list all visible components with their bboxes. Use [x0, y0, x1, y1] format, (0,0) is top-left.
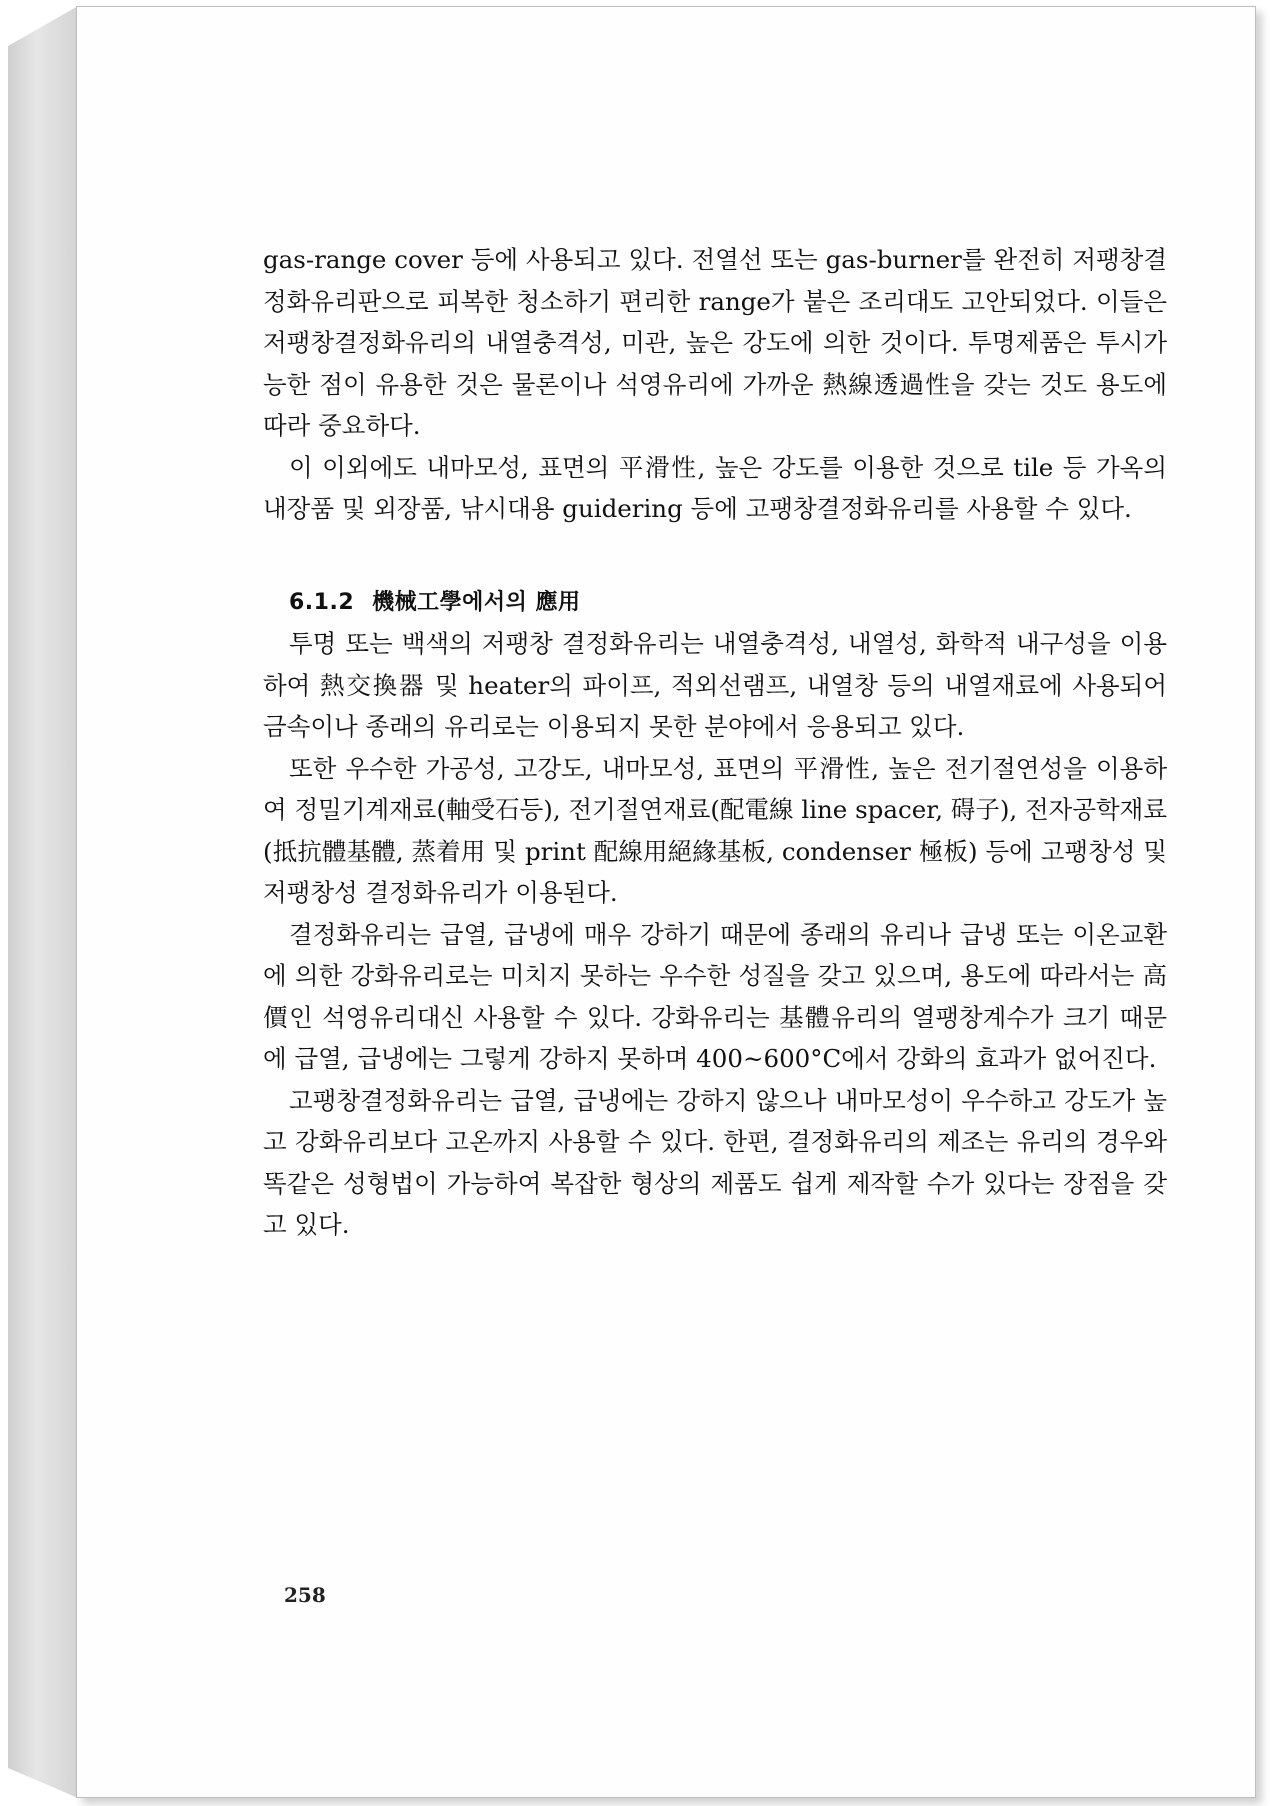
book-page [76, 6, 1256, 1798]
paragraph: 또한 우수한 가공성, 고강도, 내마모성, 표면의 平滑性, 높은 전기절연성을 이용하여 정밀기계재료(軸受石등), 전기절연재료(配電線 line spacer, 碍子), 전자공학재료(抵抗體基體, 蒸着用 및 print 配線用絕緣基板, condenser 極板) 등에 고팽창성 및 저팽창성 결정화유리가 이용된다. [263, 753, 1167, 907]
page-number: 258 [284, 1583, 326, 1607]
paragraph-continued: gas-range cover 등에 사용되고 있다. 전열선 또는 gas-burner를 완전히 저팽창결정화유리판으로 피복한 청소하기 편리한 range가 붙은 조리대도 고안되었다. 이들은 저팽창결정화유리의 내열충격성, 미관, 높은 강도에 의한 것이다. 투명제품은 투시가능한 점이 유용한 것은 물론이나 석영유리에 가까운 熱線透過性을 갖는 것도 용도에 따라 중요하다. [263, 245, 1167, 440]
section-number: 6.1.2 [289, 589, 355, 615]
paragraph: 결정화유리는 급열, 급냉에 매우 강하기 때문에 종래의 유리나 급냉 또는 이온교환에 의한 강화유리로는 미치지 못하는 우수한 성질을 갖고 있으며, 용도에 따라서는 高價인 석영유리대신 사용할 수 있다. 강화유리는 基體유리의 열팽창계수가 크기 때문에 급열, 급냉에는 그렇게 강하지 못하며 400~600°C에서 강화의 효과가 없어진다. [263, 919, 1167, 1073]
paragraph: 이 이외에도 내마모성, 표면의 平滑性, 높은 강도를 이용한 것으로 tile 등 가옥의 내장품 및 외장품, 낚시대용 guidering 등에 고팽창결정화유리를 사용할 수 있다. [263, 452, 1167, 523]
page-body [263, 239, 1167, 1246]
section-spacer [263, 530, 1167, 582]
book-spine-edge [8, 6, 78, 1798]
paragraph: 투명 또는 백색의 저팽창 결정화유리는 내열충격성, 내열성, 화학적 내구성을 이용하여 熱交換器 및 heater의 파이프, 적외선램프, 내열창 등의 내열재료에 사용되어 금속이나 종래의 유리로는 이용되지 못한 분야에서 응용되고 있다. [263, 629, 1167, 741]
section-title: 機械工學에서의 應用 [372, 589, 581, 615]
paragraph: 고팽창결정화유리는 급열, 급냉에는 강하지 않으나 내마모성이 우수하고 강도가 높고 강화유리보다 고온까지 사용할 수 있다. 한편, 결정화유리의 제조는 유리의 경우와 똑같은 성형법이 가능하여 복잡한 형상의 제품도 쉽게 제작할 수가 있다는 장점을 갖고 있다. [263, 1085, 1167, 1239]
section-heading [289, 582, 1167, 624]
